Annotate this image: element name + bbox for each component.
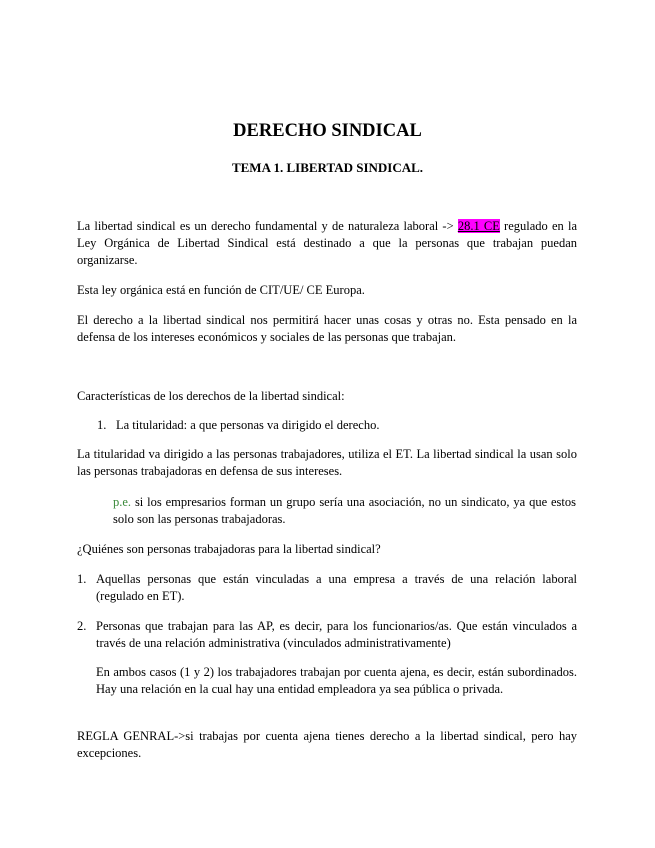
paragraph-right: El derecho a la libertad sindical nos permitirá hacer unas cosas y otras no. Esta pensado en la defensa de los intereses económicos y sociales de las personas que trabajan.	[77, 313, 577, 344]
example-tag: p.e.	[113, 495, 132, 509]
list-item-titularity: La titularidad: a que personas va dirigido el derecho.	[116, 418, 380, 432]
intro-text-before: La libertad sindical es un derecho fundamental y de naturaleza laboral ->	[77, 219, 458, 233]
list-number: 2.	[77, 619, 87, 633]
page-subtitle: TEMA 1. LIBERTAD SINDICAL.	[231, 160, 424, 175]
paragraph-question: ¿Quiénes son personas trabajadoras para la libertad sindical?	[77, 542, 381, 556]
paragraph-general-rule: REGLA GENRAL->si trabajas por cuenta ajena tienes derecho a la libertad sindical, pero hay excepciones.	[77, 729, 577, 760]
example-text: si los empresarios forman un grupo sería una asociación, no un sindicato, ya que estos solo son las personas trabajadoras.	[113, 495, 576, 526]
list-number: 1.	[77, 572, 87, 586]
intro-text-after: regulado en la Ley Orgánica de Libertad Sindical está destinado a que la personas que trabajan puedan organizarse.	[77, 219, 577, 267]
paragraph-characteristics: Características de los derechos de la libertad sindical:	[77, 389, 345, 403]
paragraph-organic-law: Esta ley orgánica está en función de CIT/UE/ CE Europa.	[77, 283, 365, 297]
list-item-administrative: Personas que trabajan para las AP, es decir, para los funcionarios/as. Que están vinculados a través de una relación administrativa (vinculados administrativamente)	[96, 619, 577, 650]
paragraph-intro	[77, 218, 577, 269]
list-item-labor: Aquellas personas que están vinculadas a una empresa a través de una relación laboral (regulado en ET).	[96, 572, 577, 603]
paragraph-example	[113, 494, 576, 528]
paragraph-titularity: La titularidad va dirigido a las personas trabajadores, utiliza el ET. La libertad sindical la usan solo las personas trabajadoras en defensa de sus intereses.	[77, 447, 577, 478]
page-title: DERECHO SINDICAL	[233, 121, 422, 141]
paragraph-both-cases: En ambos casos (1 y 2) los trabajadores trabajan por cuenta ajena, es decir, están subordinados. Hay una relación en la cual hay una entidad empleadora ya sea pública o privada.	[96, 665, 577, 696]
list-number: 1.	[97, 418, 107, 432]
highlighted-reference: 28.1 CE	[457, 219, 500, 233]
